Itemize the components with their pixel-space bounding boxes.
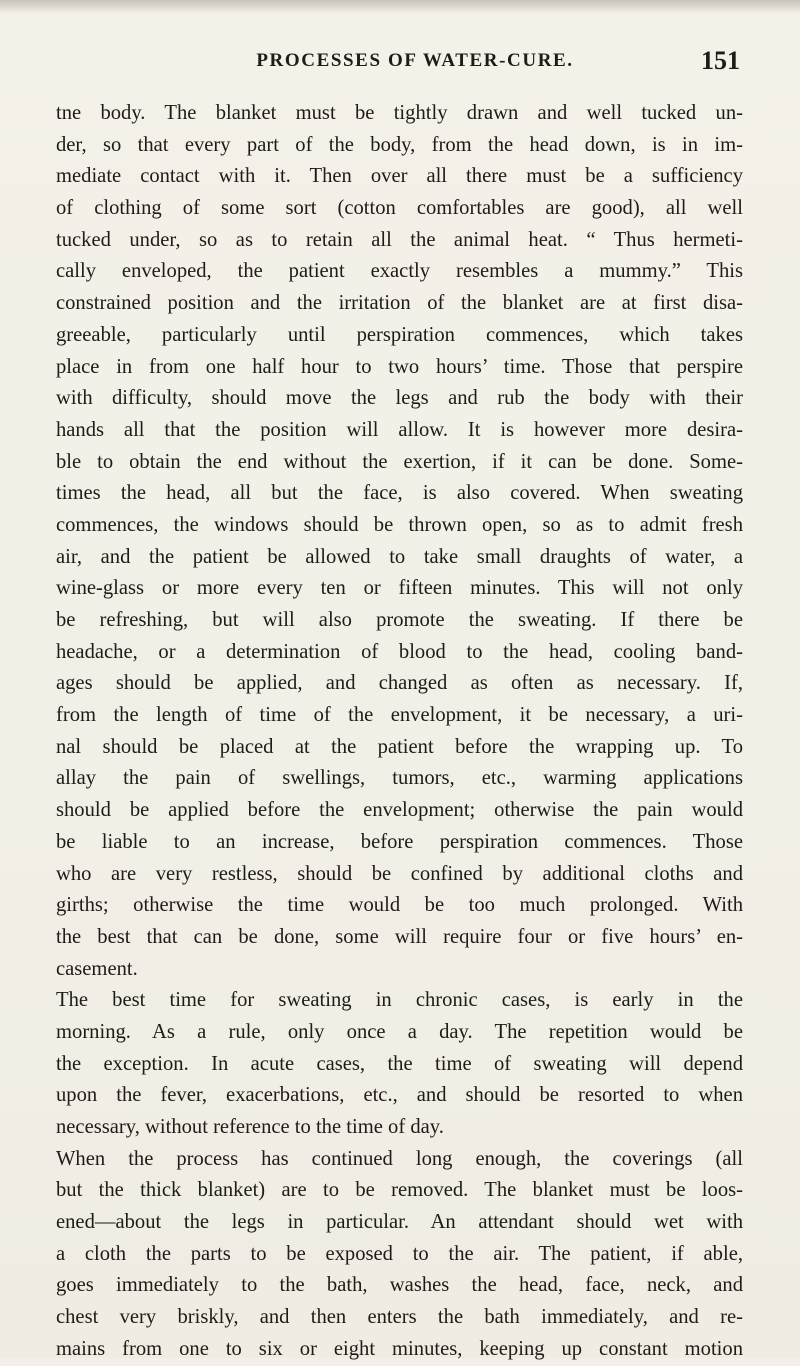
text-line: chest very briskly, and then enters the bath immediately, and re-	[56, 1306, 743, 1329]
text-line: The best time for sweating in chronic cases, is early in the	[56, 989, 743, 1012]
text-line: ened—about the legs in particular. An attendant should wet with	[56, 1211, 743, 1234]
text-line: with difficulty, should move the legs and rub the body with their	[56, 387, 743, 410]
text-line: the exception. In acute cases, the time of sweating will depend	[56, 1052, 743, 1075]
text-line: When the process has continued long enough, the coverings (all	[56, 1147, 743, 1170]
text-line: commences, the windows should be thrown open, so as to admit fresh	[56, 513, 743, 536]
body-text	[56, 98, 743, 1366]
text-line: from the length of time of the envelopment, it be necessary, a uri-	[56, 704, 743, 727]
page-header	[85, 44, 745, 78]
text-line: allay the pain of swellings, tumors, etc., warming applications	[56, 767, 743, 790]
text-line: wine-glass or more every ten or fifteen minutes. This will not only	[56, 577, 743, 600]
text-line: casement.	[56, 957, 138, 980]
text-line: der, so that every part of the body, from the head down, is in im-	[56, 133, 743, 156]
page-edge-shadow	[0, 0, 800, 14]
running-head: PROCESSES OF WATER-CURE.	[256, 50, 574, 71]
text-line: ages should be applied, and changed as often as necessary. If,	[56, 672, 743, 695]
text-line: hands all that the position will allow. It is however more desira-	[56, 418, 743, 441]
text-line: times the head, all but the face, is also covered. When sweating	[56, 482, 743, 505]
text-line: goes immediately to the bath, washes the head, face, neck, and	[56, 1274, 743, 1297]
text-line: cally enveloped, the patient exactly resembles a mummy.” This	[56, 260, 743, 283]
text-line: the best that can be done, some will require four or five hours’ en-	[56, 925, 743, 948]
text-line: girths; otherwise the time would be too much prolonged. With	[56, 894, 743, 917]
text-line: who are very restless, should be confined by additional cloths and	[56, 862, 743, 885]
text-line: of clothing of some sort (cotton comfortables are good), all well	[56, 197, 743, 220]
page-number: 151	[701, 46, 740, 75]
text-line: mains from one to six or eight minutes, keeping up constant motion	[56, 1337, 743, 1360]
text-line: be liable to an increase, before perspiration commences. Those	[56, 830, 743, 853]
text-line: headache, or a determination of blood to the head, cooling band-	[56, 640, 743, 663]
text-line: air, and the patient be allowed to take small draughts of water, a	[56, 545, 743, 568]
text-line: tucked under, so as to retain all the animal heat. “ Thus hermeti-	[56, 228, 743, 251]
text-line: necessary, without reference to the time of day.	[56, 1116, 444, 1138]
text-line: morning. As a rule, only once a day. The repetition would be	[56, 1020, 743, 1043]
text-line: constrained position and the irritation of the blanket are at first disa-	[56, 292, 743, 315]
text-line: but the thick blanket) are to be removed. The blanket must be loos-	[56, 1179, 743, 1202]
text-line: greeable, particularly until perspiration commences, which takes	[56, 323, 743, 346]
text-line: should be applied before the envelopment; otherwise the pain would	[56, 799, 743, 822]
text-line: a cloth the parts to be exposed to the air. The patient, if able,	[56, 1242, 743, 1265]
text-line: tne body. The blanket must be tightly drawn and well tucked un-	[56, 102, 743, 124]
text-line: mediate contact with it. Then over all there must be a sufficiency	[56, 165, 743, 188]
text-line: be refreshing, but will also promote the sweating. If there be	[56, 609, 743, 631]
text-line: nal should be placed at the patient before the wrapping up. To	[56, 735, 743, 758]
text-line: ble to obtain the end without the exertion, if it can be done. Some-	[56, 450, 743, 473]
text-line: upon the fever, exacerbations, etc., and should be resorted to when	[56, 1084, 743, 1107]
text-line: place in from one half hour to two hours’ time. Those that perspire	[56, 355, 743, 378]
